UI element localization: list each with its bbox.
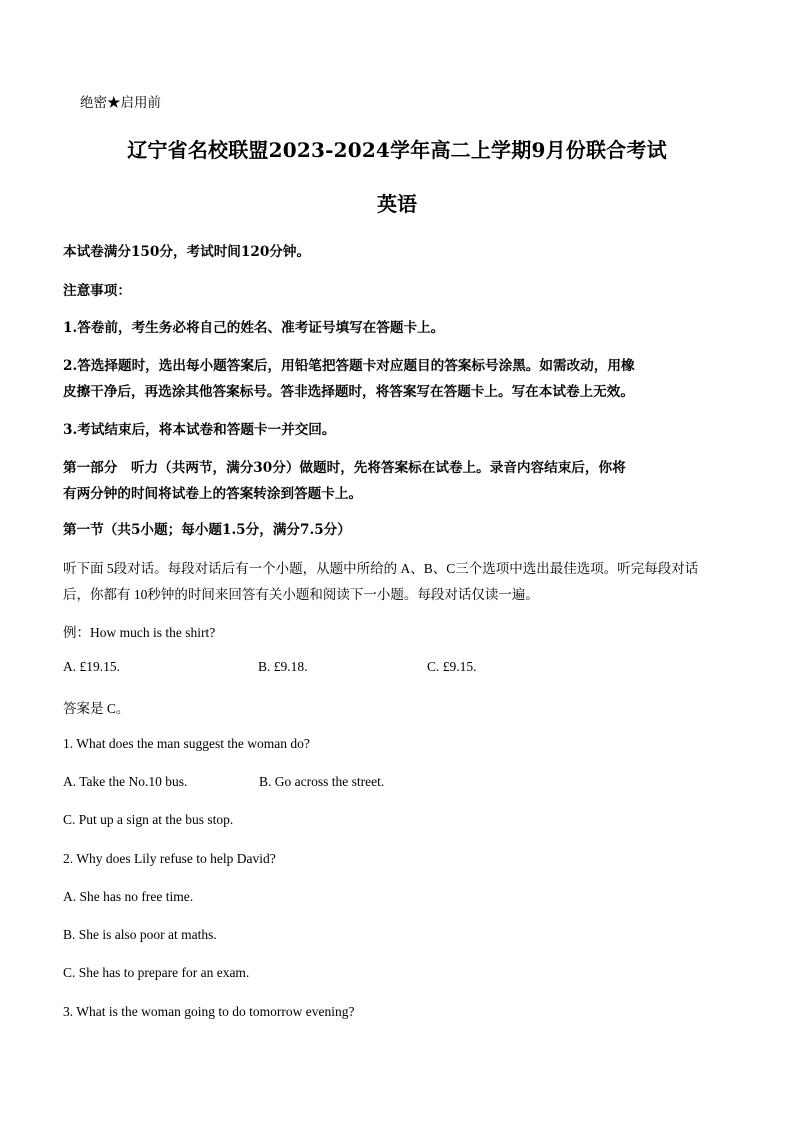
question-3: 3. What is the woman going to do tomorrow evening? bbox=[63, 1004, 355, 1019]
example-option-b: B. £9.18. bbox=[258, 659, 308, 674]
subject-title: 英语 bbox=[377, 192, 417, 216]
question-1-option-b: B. Go across the street. bbox=[259, 774, 385, 789]
example-answer: 答案是 C。 bbox=[63, 701, 130, 716]
question-2-option-c: C. She has to prepare for an exam. bbox=[63, 965, 250, 980]
notice-item-1: 1.答卷前，考生务必将自己的姓名、准考证号填写在答题卡上。 bbox=[63, 320, 445, 336]
part1-heading-line-1: 第一部分 听力（共两节，满分30分）做题时，先将答案标在试卷上。录音内容结束后，你将 bbox=[63, 460, 626, 476]
score-time-line: 本试卷满分150分，考试时间120分钟。 bbox=[63, 244, 311, 260]
example-option-c: C. £9.15. bbox=[427, 659, 477, 674]
question-2: 2. Why does Lily refuse to help David? bbox=[63, 851, 276, 866]
exam-title: 辽宁省名校联盟2023-2024学年高二上学期9月份联合考试 bbox=[127, 138, 667, 162]
notice-item-2-line-1: 2.答选择题时，选出每小题答案后，用铅笔把答题卡对应题目的答案标号涂黑。如需改动，用橡 bbox=[63, 358, 635, 374]
instructions-line-2: 后，你都有 10秒钟的时间来回答有关小题和阅读下一小题。每段对话仅读一遍。 bbox=[63, 587, 539, 602]
question-1-option-a: A. Take the No.10 bus. bbox=[63, 774, 188, 789]
part1-heading-line-2: 有两分钟的时间将试卷上的答案转涂到答题卡上。 bbox=[63, 486, 363, 502]
example-option-a: A. £19.15. bbox=[63, 659, 120, 674]
question-1-option-c: C. Put up a sign at the bus stop. bbox=[63, 812, 234, 827]
notice-item-3: 3.考试结束后，将本试卷和答题卡一并交回。 bbox=[63, 422, 336, 438]
instructions-line-1: 听下面 5段对话。每段对话后有一个小题，从题中所给的 A、B、C三个选项中选出最佳选项。听完每段对话 bbox=[63, 561, 699, 576]
secret-label: 绝密★启用前 bbox=[80, 95, 161, 111]
notice-heading: 注意事项： bbox=[63, 283, 131, 299]
example-question: 例：How much is the shirt? bbox=[63, 625, 216, 640]
section1-heading: 第一节（共5小题；每小题1.5分，满分7.5分） bbox=[63, 522, 351, 538]
question-1: 1. What does the man suggest the woman do? bbox=[63, 736, 310, 751]
notice-item-2-line-2: 皮擦干净后，再选涂其他答案标号。答非选择题时，将答案写在答题卡上。写在本试卷上无效。 bbox=[63, 384, 634, 400]
question-2-option-b: B. She is also poor at maths. bbox=[63, 927, 217, 942]
question-2-option-a: A. She has no free time. bbox=[63, 889, 194, 904]
